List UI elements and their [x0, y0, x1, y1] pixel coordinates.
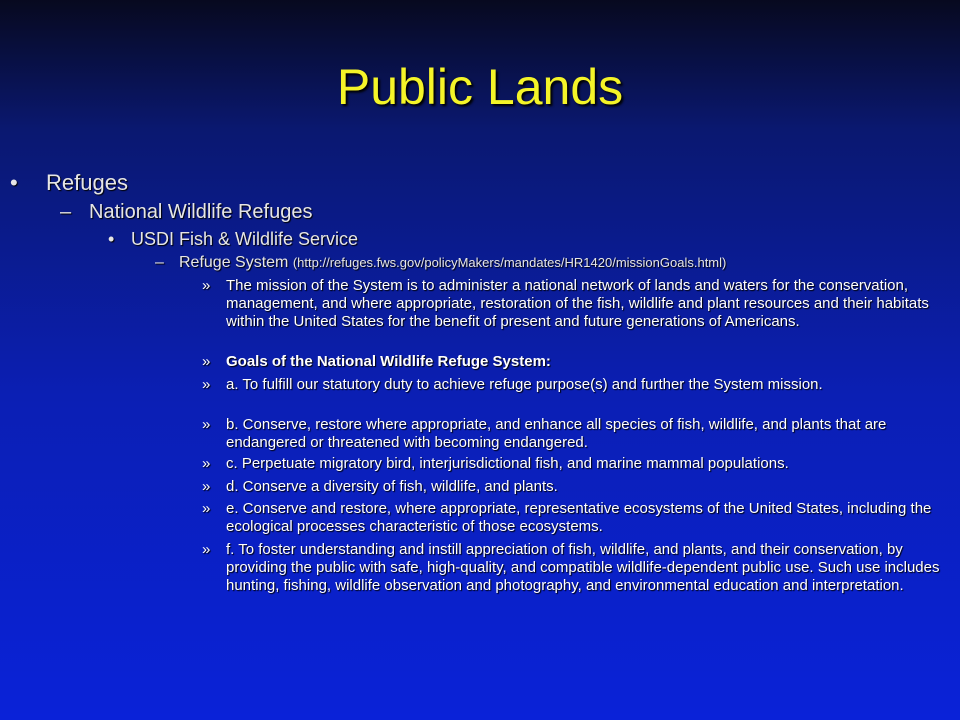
- outline-level1-text: Refuges: [46, 170, 128, 195]
- chevron-marker: »: [202, 376, 211, 393]
- mission-text: The mission of the System is to administer a national network of lands and waters for the conservation, management, and where appropriate, restoration of the fish, wildlife and plant resources and their habitats within the United States for the benefit of present and future generations of Americans.: [226, 277, 929, 330]
- dash-marker: –: [155, 254, 164, 271]
- bullet-marker: •: [108, 229, 115, 249]
- chevron-marker: »: [202, 277, 211, 294]
- chevron-marker: »: [202, 455, 211, 472]
- outline-level3-text: USDI Fish & Wildlife Service: [131, 229, 359, 249]
- goal-text-a: a. To fulfill our statutory duty to achieve refuge purpose(s) and further the System mission.: [226, 376, 823, 393]
- slide-title: Public Lands: [336, 59, 624, 115]
- outline-level2-text: National Wildlife Refuges: [89, 201, 313, 223]
- goal-text-e: e. Conserve and restore, where appropriate, representative ecosystems of the United States, including the ecological processes characteristic of those ecosystems.: [226, 500, 932, 535]
- chevron-marker: »: [202, 500, 211, 517]
- chevron-marker: »: [202, 478, 211, 495]
- refuge-system-label: Refuge System: [179, 254, 289, 271]
- chevron-marker: »: [202, 353, 211, 370]
- goal-text-d: d. Conserve a diversity of fish, wildlife, and plants.: [226, 478, 558, 495]
- goals-heading-text: Goals of the National Wildlife Refuge System:: [226, 353, 551, 370]
- outline-level4-text: [179, 254, 726, 272]
- goal-text-b: b. Conserve, restore where appropriate, and enhance all species of fish, wildlife, and plants that are endangered or threatened with becoming endangered.: [226, 416, 887, 451]
- refuge-system-url: (http://refuges.fws.gov/policyMakers/mandates/HR1420/missionGoals.html): [292, 255, 727, 270]
- dash-marker: –: [60, 201, 72, 223]
- goal-text-f: f. To foster understanding and instill appreciation of fish, wildlife, and plants, and their conservation, by providing the public with safe, high-quality, and compatible wildlife-dependent public use. Such use includes hunting, fishing, wildlife observation and photography, and environmental education and interpretation.: [226, 541, 940, 594]
- bullet-marker: •: [10, 170, 18, 195]
- chevron-marker: »: [202, 416, 211, 433]
- goal-text-c: c. Perpetuate migratory bird, interjurisdictional fish, and marine mammal populations.: [226, 455, 789, 472]
- chevron-marker: »: [202, 541, 211, 558]
